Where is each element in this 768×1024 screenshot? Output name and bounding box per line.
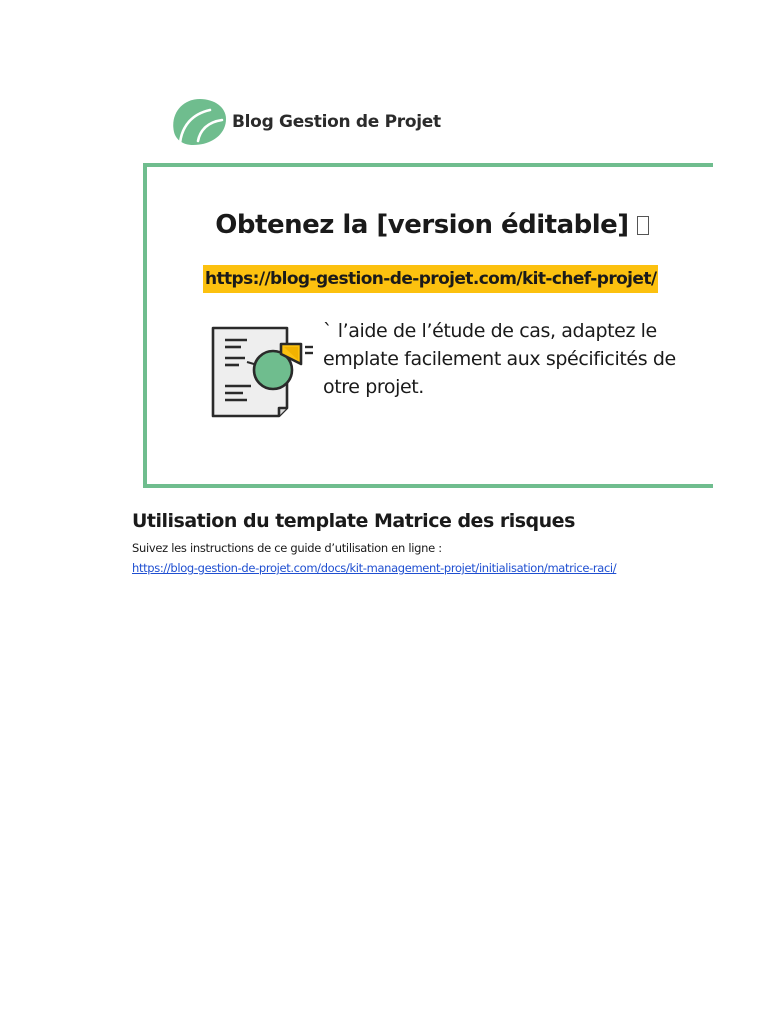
document-chart-icon [205, 322, 335, 418]
promo-description-line: emplate facilement aux spécificités de [323, 348, 676, 370]
kit-chef-projet-link[interactable]: https://blog-gestion-de-projet.com/kit-chef-projet/ [203, 265, 658, 293]
missing-glyph-icon [637, 216, 649, 235]
promo-title-text: Obtenez la [version éditable] [215, 210, 629, 240]
leaf-logo-icon [168, 96, 228, 148]
promo-box [143, 163, 713, 488]
promo-description-line: otre projet. [323, 376, 424, 398]
promo-description [323, 317, 713, 401]
logo-text: Blog Gestion de Projet [232, 112, 441, 132]
usage-title: Utilisation du template Matrice des risques [132, 510, 575, 532]
brand-logo [168, 96, 441, 148]
promo-description-line: ` l’aide de l’étude de cas, adaptez le [323, 320, 657, 342]
usage-instructions: Suivez les instructions de ce guide d’utilisation en ligne : [132, 541, 442, 555]
matrice-raci-guide-link[interactable]: https://blog-gestion-de-projet.com/docs/kit-management-projet/initialisation/matrice-raci/ [132, 561, 617, 575]
promo-title [147, 210, 713, 240]
